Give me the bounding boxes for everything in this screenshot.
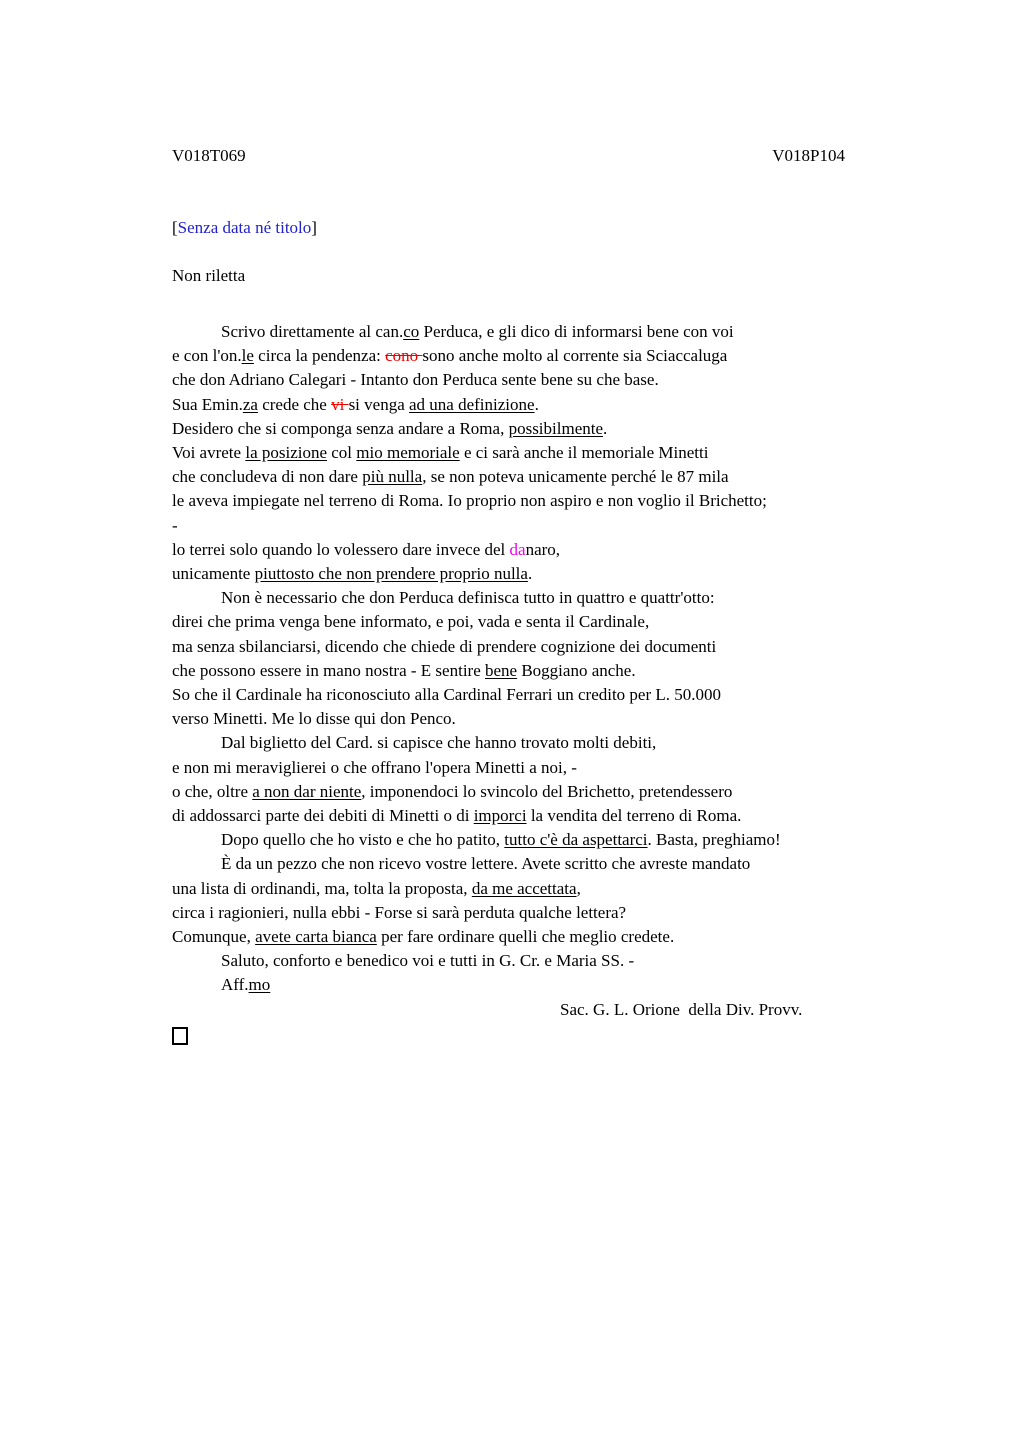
underlined-text: a non dar niente: [252, 781, 362, 801]
plain-text: unicamente: [172, 564, 255, 584]
letter-line: [172, 973, 917, 997]
letter-line: [172, 780, 917, 804]
letter-line: [172, 804, 917, 828]
plain-text: e ci sarà anche il memoriale Minetti: [459, 443, 709, 463]
letter-line: [172, 489, 917, 513]
letter-line: [172, 465, 917, 489]
plain-text: Desidero che si componga senza andare a Roma,: [172, 418, 509, 438]
plain-text: naro,: [525, 539, 561, 559]
plain-text: una lista di ordinandi, ma, tolta la proposta,: [172, 878, 472, 898]
underlined-text: tutto c'è da aspettarci: [504, 830, 648, 850]
plain-text: e non mi meraviglierei o che offrano l'opera Minetti a noi, -: [172, 757, 577, 777]
letter-title: [172, 218, 317, 238]
underlined-text: possibilmente: [508, 418, 604, 438]
plain-text: col: [327, 443, 357, 463]
highlighted-text: da: [509, 539, 526, 559]
plain-text: ma senza sbilanciarsi, dicendo che chiede di prendere cognizione dei documenti: [172, 636, 717, 656]
letter-line: [172, 949, 917, 973]
letter-line: [172, 877, 917, 901]
document-header: [172, 146, 845, 166]
letter-line: [172, 417, 917, 441]
plain-text: si venga: [348, 394, 409, 414]
plain-text: che concludeva di non dare: [172, 467, 363, 487]
plain-text: Dal biglietto del Card. si capisce che hanno trovato molti debiti,: [221, 733, 657, 753]
plain-text: -: [172, 515, 178, 535]
letter-note: Non riletta: [172, 266, 246, 285]
plain-text: direi che prima venga bene informato, e poi, vada e senta il Cardinale,: [172, 612, 650, 632]
underlined-text: co: [403, 322, 420, 341]
plain-text: .: [527, 564, 533, 584]
plain-text: per fare ordinare quelli che meglio credete.: [376, 927, 675, 947]
underlined-text: più nulla: [362, 467, 423, 487]
letter-line: [172, 756, 917, 780]
underlined-text: le: [241, 346, 254, 366]
plain-text: Scrivo direttamente al can.: [221, 322, 404, 341]
title-text: Senza data né titolo: [177, 218, 312, 237]
underlined-text: mio memoriale: [356, 443, 460, 463]
letter-line: [172, 852, 917, 876]
letter-body: [172, 320, 917, 1046]
underlined-text: ad una definizione: [409, 394, 535, 414]
underlined-text: avete carta bianca: [255, 927, 377, 947]
underlined-text: imporci: [473, 806, 527, 826]
plain-text: Voi avrete: [172, 443, 246, 463]
letter-line: [172, 441, 917, 465]
deleted-text: vi: [331, 394, 349, 414]
plain-text: le aveva impiegate nel terreno di Roma. Io proprio non aspiro e non voglio il Brichetto;: [172, 491, 767, 511]
letter-line: [172, 635, 917, 659]
plain-text: Non è necessario che don Perduca definisca tutto in quattro e quattr'otto:: [221, 588, 715, 608]
plain-text: Comunque,: [172, 927, 256, 947]
end-mark-line: [172, 1022, 917, 1046]
letter-line: [172, 828, 917, 852]
plain-text: È da un pezzo che non ricevo vostre lettere. Avete scritto che avreste mandato: [221, 854, 751, 874]
underlined-text: piuttosto che non prendere proprio nulla: [254, 564, 528, 584]
plain-text: e con l'on.: [172, 346, 242, 366]
plain-text: di addossarci parte dei debiti di Minetti o di: [172, 806, 474, 826]
plain-text: circa i ragionieri, nulla ebbi - Forse si sarà perduta qualche lettera?: [172, 902, 627, 922]
doc-code-left: V018T069: [172, 146, 246, 165]
letter-line: [172, 538, 917, 562]
plain-text: crede che: [257, 394, 332, 414]
plain-text: .: [603, 418, 608, 438]
plain-text: Perduca, e gli dico di informarsi bene con voi: [419, 322, 734, 341]
plain-text: , se non poteva unicamente perché le 87 mila: [422, 467, 729, 487]
plain-text: Sac. G. L. Orione della Div. Provv.: [560, 999, 803, 1019]
letter-line: [172, 610, 917, 634]
plain-text: circa la pendenza:: [253, 346, 386, 366]
plain-text: sono anche molto al corrente sia Sciaccaluga: [422, 346, 728, 366]
letter-line: [172, 731, 917, 755]
signature-line: [172, 998, 917, 1022]
plain-text: .: [534, 394, 539, 414]
plain-text: Aff.: [221, 975, 249, 995]
plain-text: Sua Emin.: [172, 394, 243, 414]
plain-text: , imponendoci lo svincolo del Brichetto, pretendessero: [361, 781, 733, 801]
letter-line: [172, 368, 917, 392]
underlined-text: za: [242, 394, 258, 414]
title-open-bracket: [: [172, 218, 178, 237]
plain-text: Saluto, conforto e benedico voi e tutti in G. Cr. e Maria SS. -: [221, 951, 635, 971]
letter-line: [172, 562, 917, 586]
letter-line: [172, 901, 917, 925]
plain-text: la vendita del terreno di Roma.: [526, 806, 742, 826]
letter-line: [172, 707, 917, 731]
underlined-text: da me accettata: [471, 878, 577, 898]
plain-text: che don Adriano Calegari - Intanto don Perduca sente bene su che base.: [172, 370, 659, 390]
plain-text: che possono essere in mano nostra - E sentire: [172, 660, 485, 680]
underlined-text: mo: [248, 975, 271, 995]
underlined-text: la posizione: [245, 443, 328, 463]
underlined-text: bene: [485, 660, 518, 680]
letter-line: [172, 683, 917, 707]
plain-text: o che, oltre: [172, 781, 253, 801]
plain-text: So che il Cardinale ha riconosciuto alla Cardinal Ferrari un credito per L. 50.000: [172, 685, 722, 705]
plain-text: lo terrei solo quando lo volessero dare invece del: [172, 539, 510, 559]
letter-line: [172, 393, 917, 417]
plain-text: . Basta, preghiamo!: [647, 830, 781, 850]
letter-line: [172, 925, 917, 949]
plain-text: Boggiano anche.: [517, 660, 636, 680]
placeholder-box-glyph: [172, 1027, 188, 1045]
letter-line: [172, 586, 917, 610]
doc-code-right: V018P104: [772, 146, 845, 165]
deleted-text: cono: [385, 346, 423, 366]
letter-line: [172, 344, 917, 368]
letter-line: [172, 320, 917, 344]
letter-line: [172, 514, 917, 538]
plain-text: verso Minetti. Me lo disse qui don Penco.: [172, 709, 456, 729]
letter-line: [172, 659, 917, 683]
title-close-bracket: ]: [311, 218, 317, 237]
plain-text: Dopo quello che ho visto e che ho patito,: [221, 830, 505, 850]
plain-text: ,: [576, 878, 581, 898]
